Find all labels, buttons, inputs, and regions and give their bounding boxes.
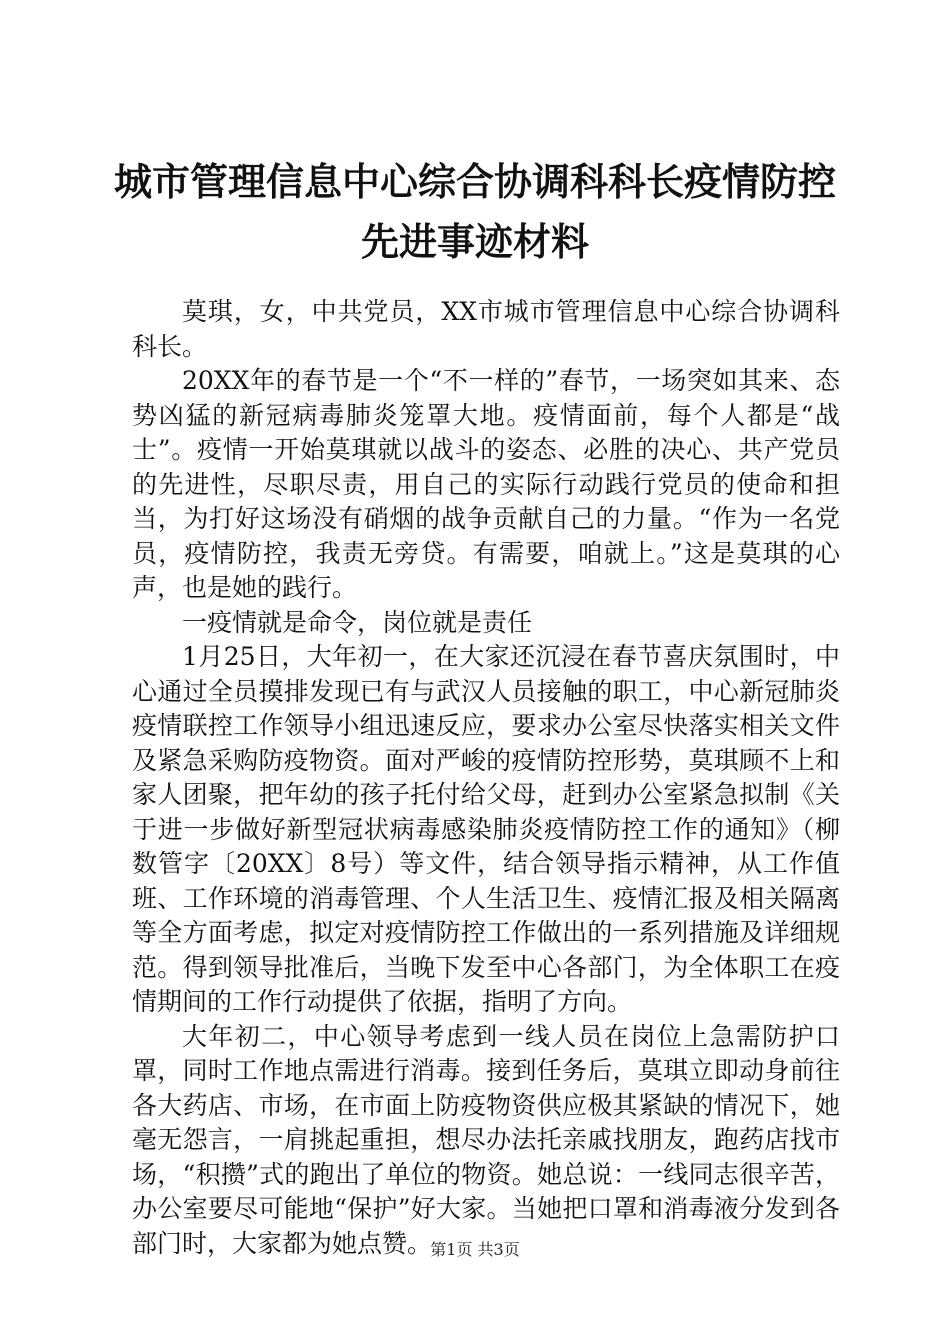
document-title: 城市管理信息中心综合协调科科长疫情防控先进事迹材料 bbox=[113, 160, 836, 264]
document-body bbox=[132, 295, 840, 1261]
paragraph-intro: 莫琪，女，中共党员，XX市城市管理信息中心综合协调科科长。 bbox=[132, 297, 840, 361]
paragraph-spring-festival: 20XX年的春节是一个“不一样的”春节，一场突如其来、态势凶猛的新冠病毒肺炎笼罩大地。疫情面前，每个人都是“战士”。疫情一开始莫琪就以战斗的姿态、必胜的决心、共产党员的先进性，尽职尽责，用自己的实际行动践行党员的使命和担当，为打好这场没有硝烟的战争贡献自己的力量。“作为一名党员，疫情防控，我责无旁贷。有需要，咱就上。”这是莫琪的心声，也是她的践行。 bbox=[132, 366, 840, 602]
paragraph-second-day: 大年初二，中心领导考虑到一线人员在岗位上急需防护口罩，同时工作地点需进行消毒。接到任务后，莫琪立即动身前往各大药店、市场，在市面上防疫物资供应极其紧缺的情况下，她毫无怨言，一肩挑起重担，想尽办法托亲戚找朋友，跑药店找市场，“积攒”式的跑出了单位的物资。她总说：一线同志很辛苦，办公室要尽可能地“保护”好大家。当她把口罩和消毒液分发到各部门时，大家都为她点赞。 bbox=[132, 1021, 840, 1258]
paragraph-jan-25: 1月25日，大年初一，在大家还沉浸在春节喜庆氛围时，中心通过全员摸排发现已有与武汉人员接触的职工，中心新冠肺炎疫情联控工作领导小组迅速反应，要求办公室尽快落实相关文件及紧急采购防疫物资。面对严峻的疫情防控形势，莫琪顾不上和家人团聚，把年幼的孩子托付给父母，赶到办公室紧急拟制《关于进一步做好新型冠状病毒感染肺炎疫情防控工作的通知》（柳数管字〔20XX〕8号）等文件，结合领导指示精神，从工作值班、工作环境的消毒管理、个人生活卫生、疫情汇报及相关隔离等全方面考虑，拟定对疫情防控工作做出的一系列措施及详细规范。得到领导批准后，当晚下发至中心各部门，为全体职工在疫情期间的工作行动提供了依据，指明了方向。 bbox=[132, 642, 840, 1016]
page-footer: 第1页 共3页 bbox=[430, 1240, 520, 1259]
section-heading: 一疫情就是命令，岗位就是责任 bbox=[182, 607, 533, 637]
